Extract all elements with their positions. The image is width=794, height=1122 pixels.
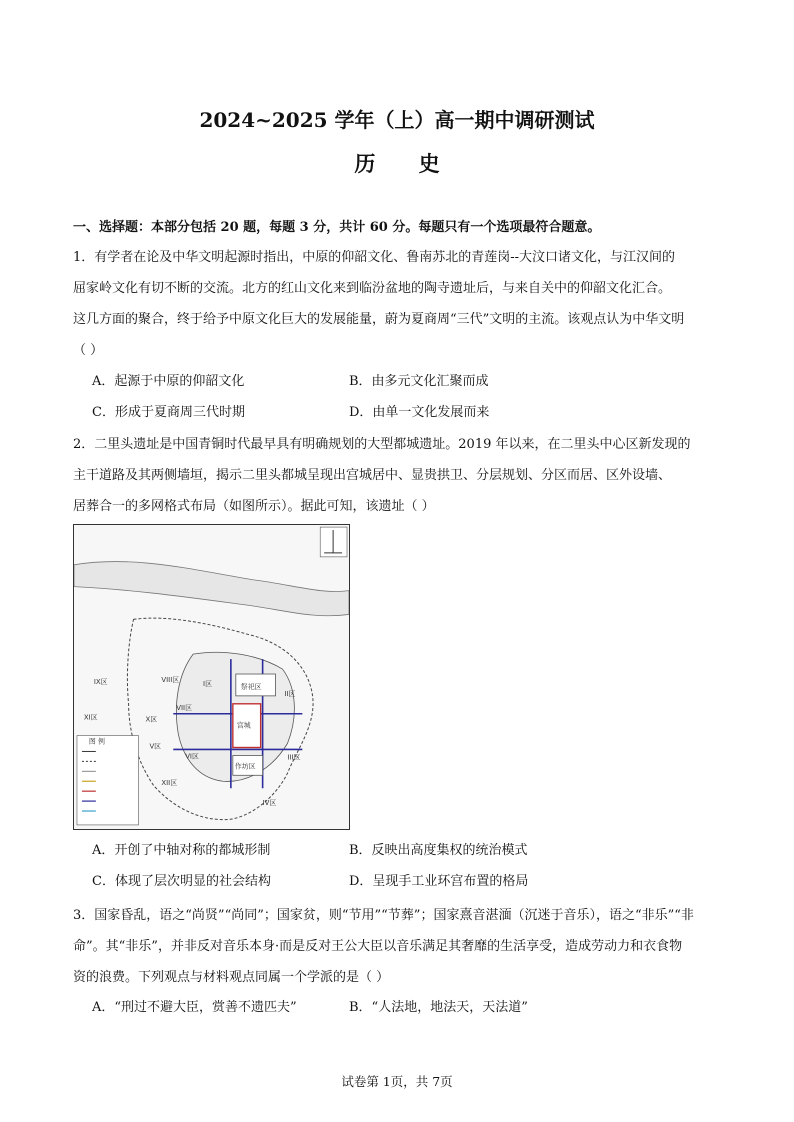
map-label-palace: 宫城 <box>236 721 251 730</box>
map-label-region-ii: II区 <box>284 689 296 698</box>
exam-title: 2024~2025 学年（上）高一期中调研测试 <box>199 108 595 132</box>
map-label-ritual: 祭祀区 <box>240 682 262 691</box>
map-label-region-viii: VIII区 <box>161 675 180 684</box>
q2-option-d: D．呈现手工业环宫布置的格局 <box>349 874 529 889</box>
q2-option-a: A．开创了中轴对称的都城形制 <box>92 843 271 858</box>
page-footer: 试卷第 1页，共 7页 <box>341 1074 453 1089</box>
map-label-region-ix: IX区 <box>93 677 108 686</box>
map-legend-title: 图 例 <box>88 737 105 746</box>
question-1 <box>73 242 733 366</box>
question-1-line: 1．有学者在论及中华文明起源时指出，中原的仰韶文化、鲁南苏北的青莲岗--大汶口诸文化，与江汉间的 <box>73 250 676 265</box>
map-label-region-iv: IV区 <box>262 799 277 808</box>
subject-title: 历 史 <box>354 151 458 176</box>
question-3-line: 命”。其“非乐”，并非反对音乐本身·而是反对王公大臣以音乐满足其奢靡的生活享受，造成劳动力和衣食物 <box>73 939 683 954</box>
map-label-workshop: 作坊区 <box>234 762 256 771</box>
question-2-line: 主干道路及其两侧墙垣，揭示二里头都城呈现出宫城居中、显贵拱卫、分层规划、分区而居、区外设墙、 <box>73 468 672 483</box>
site-map-figure <box>73 524 350 830</box>
question-1-line: 这几方面的聚合，终于给予中原文化巨大的发展能量，蔚为夏商周“三代”文明的主流。该观点认为中华文明 <box>73 312 685 327</box>
map-label-region-i: I区 <box>203 679 213 688</box>
q1-option-d: D．由单一文化发展而来 <box>349 405 490 420</box>
question-3-line: 资的浪费。下列观点与材料观点同属一个学派的是（ ） <box>73 970 390 985</box>
map-label-region-x: X区 <box>145 715 158 724</box>
question-2-line: 居葬合一的多网格式布局（如图所示）。据此可知，该遗址（ ） <box>73 499 435 514</box>
map-label-region-xii: XII区 <box>161 779 178 788</box>
map-label-region-vii: VII区 <box>176 703 193 712</box>
question-1-line: （ ） <box>73 343 104 358</box>
question-2 <box>73 429 733 522</box>
section-heading: 一、选择题：本部分包括 20 题，每题 3 分，共计 60 分。每题只有一个选项最符合题意。 <box>73 220 601 235</box>
q2-option-b: B．反映出高度集权的统治模式 <box>349 843 528 858</box>
q3-option-a: A．“刑过不避大臣，赏善不遗匹夫” <box>92 1000 297 1015</box>
map-label-region-xi: XI区 <box>83 713 98 722</box>
question-3-line: 3．国家昏乱，语之“尚贤”“尚同”；国家贫，则“节用”“节葬”；国家熹音湛湎（沉迷于音乐），语之“非乐”“非 <box>73 908 694 923</box>
map-label-region-v: V区 <box>149 742 162 751</box>
q1-option-c: C．形成于夏商周三代时期 <box>92 405 245 420</box>
q1-option-a: A．起源于中原的仰韶文化 <box>92 374 245 389</box>
q1-option-b: B．由多元文化汇聚而成 <box>349 374 489 389</box>
q3-option-b: B．“人法地，地法天，天法道” <box>349 1000 528 1015</box>
q2-option-c: C．体现了层次明显的社会结构 <box>92 874 271 889</box>
map-label-region-iii: III区 <box>287 753 301 762</box>
site-map <box>74 525 349 829</box>
question-3 <box>73 900 733 993</box>
map-label-region-vi: VI区 <box>185 752 199 761</box>
question-1-line: 屈家岭文化有切不断的交流。北方的红山文化来到临汾盆地的陶寺遗址后，与来自关中的仰韶文化汇合。 <box>73 281 672 296</box>
question-2-line: 2．二里头遗址是中国青铜时代最早具有明确规划的大型都城遗址。2019 年以来，在二里头中心区新发现的 <box>73 437 691 452</box>
